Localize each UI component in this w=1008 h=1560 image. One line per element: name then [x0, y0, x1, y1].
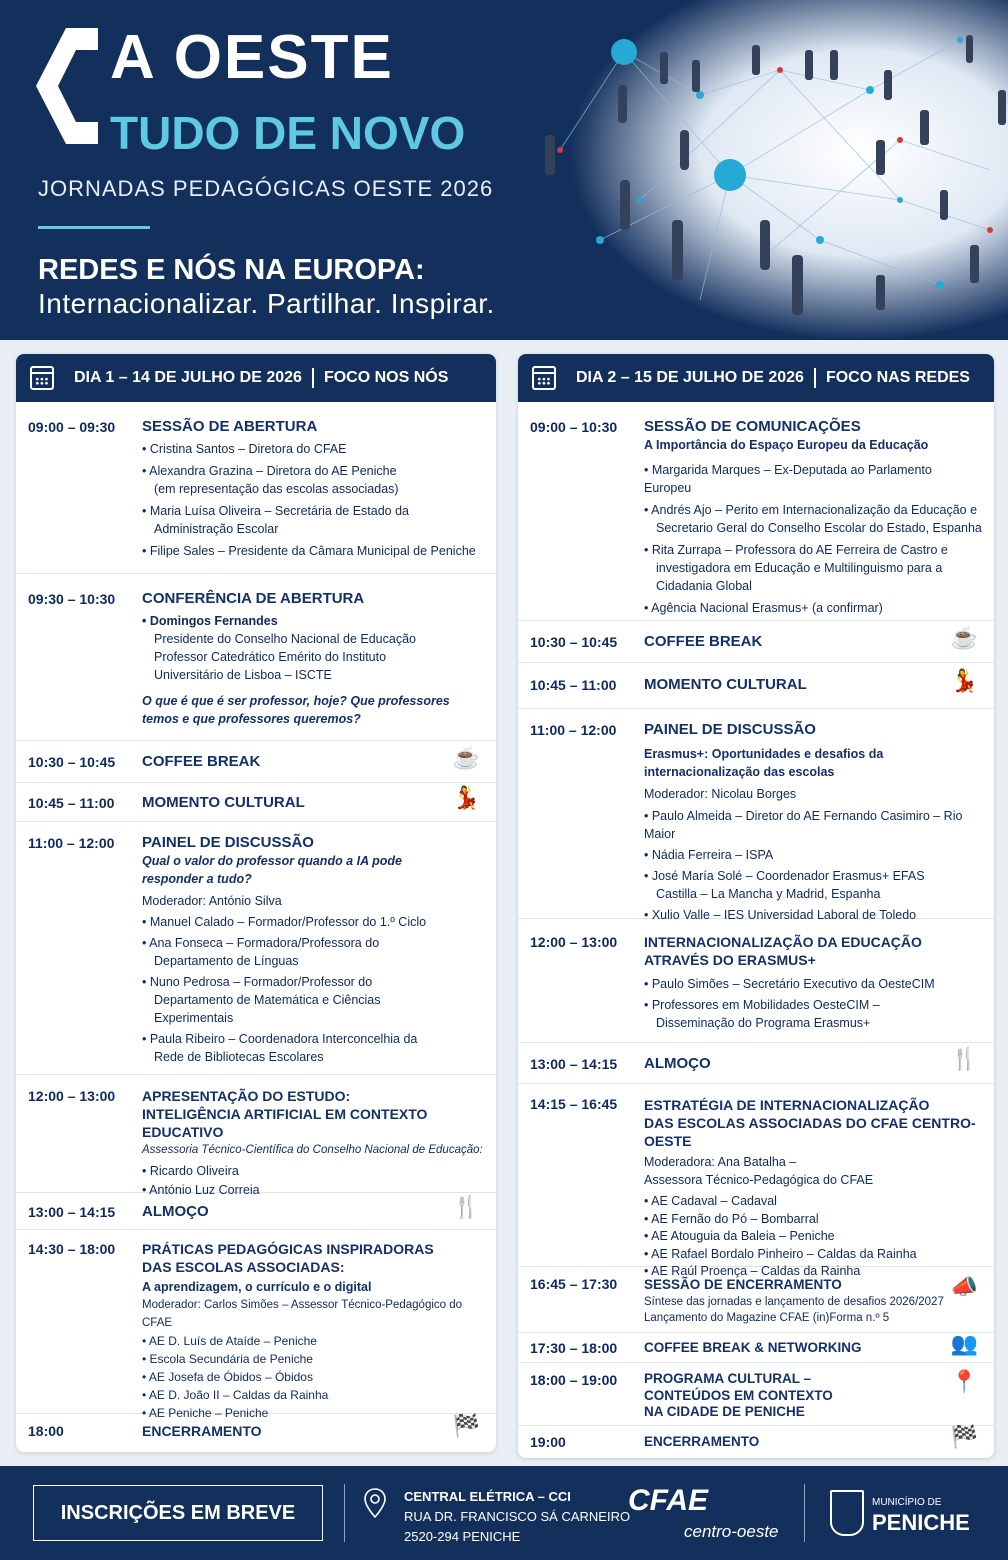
row-time: 14:30 – 18:00: [28, 1241, 116, 1257]
divider: [814, 368, 816, 388]
row-line: • Xulio Valle – IES Universidad Laboral de Toledo: [644, 908, 917, 922]
row-time: 18:00: [28, 1423, 64, 1439]
row-question: Qual o valor do professor quando a IA pode responder a tudo?: [142, 854, 402, 886]
row-time: 11:00 – 12:00: [28, 835, 115, 851]
coffee-cup-icon: ☕: [950, 625, 978, 650]
row-moderator: Moderador: Nicolau Borges: [644, 787, 797, 801]
row-title-2: DAS ESCOLAS ASSOCIADAS DO CFAE CENTRO-OESTE: [644, 1115, 976, 1149]
row-title: CONFERÊNCIA DE ABERTURA: [142, 590, 365, 607]
row-subtitle: A Importância do Espaço Europeu da Educação: [644, 438, 929, 452]
row-moderator: Moderador: António Silva: [142, 894, 282, 908]
day1-column: [16, 354, 496, 1452]
event-series: JORNADAS PEDAGÓGICAS OESTE 2026: [38, 176, 494, 201]
dancer-icon: 💃: [452, 785, 480, 810]
row-question: O que é que é ser professor, hoje? Que professores temos e que professores queremos?: [142, 694, 450, 726]
row-line: Rede de Bibliotecas Escolares: [154, 1050, 324, 1064]
day2-header: [518, 354, 994, 402]
schedule-row: [518, 1267, 994, 1333]
row-time: 18:00 – 19:00: [530, 1372, 618, 1388]
row-line: Síntese das jornadas e lançamento de desafios 2026/2027: [644, 1296, 944, 1308]
calendar-icon: [30, 366, 54, 390]
row-line: • AE D. Luís de Ataíde – Peniche: [142, 1334, 317, 1348]
schedule-row: [518, 663, 994, 709]
day2-column: [518, 354, 994, 1458]
row-line: • AE Josefa de Óbidos – Óbidos: [142, 1370, 313, 1384]
venue-name: CENTRAL ELÉTRICA – CCI: [404, 1489, 571, 1504]
row-line: Departamento de Matemática e Ciências: [154, 993, 381, 1007]
row-line: • Professores em Mobilidades OesteCIM –: [644, 998, 880, 1012]
row-line: Experimentais: [154, 1011, 234, 1025]
row-moderator: Moderador: Carlos Simões – Assessor Técnico-Pedagógico do CFAE: [142, 1299, 463, 1329]
row-line: • Nádia Ferreira – ISPA: [644, 848, 774, 862]
row-title: COFFEE BREAK: [142, 753, 261, 770]
row-title-2: INTELIGÊNCIA ARTIFICIAL EM CONTEXTO EDUCATIVO: [142, 1106, 428, 1140]
row-time: 13:00 – 14:15: [530, 1056, 618, 1072]
row-title: ENCERRAMENTO: [142, 1423, 262, 1439]
divider: [38, 226, 150, 229]
row-time: 09:00 – 09:30: [28, 419, 116, 435]
calendar-icon: [532, 366, 556, 390]
municipality-label: MUNICÍPIO DE: [872, 1497, 942, 1508]
row-moderator-2: Assessora Técnico-Pedagógica do CFAE: [644, 1172, 874, 1187]
schedule-row: [518, 919, 994, 1043]
row-time: 09:00 – 10:30: [530, 419, 618, 435]
people-group-icon: 👥: [950, 1331, 978, 1356]
location-pin-icon: [364, 1488, 386, 1518]
schedule-row: [518, 1084, 994, 1278]
row-time: 13:00 – 14:15: [28, 1204, 116, 1220]
row-title: ALMOÇO: [644, 1055, 711, 1072]
row-line: • Rita Zurrapa – Professora do AE Ferreira de Castro e: [644, 543, 948, 557]
row-line: • Paula Ribeiro – Coordenadora Interconcelhia da: [142, 1032, 418, 1046]
row-line: • AE Raúl Proença – Caldas da Rainha: [644, 1264, 861, 1278]
row-time: 19:00: [530, 1434, 566, 1450]
row-line: • Nuno Pedrosa – Formador/Professor do: [142, 975, 373, 989]
finish-flag-icon: 🏁: [452, 1413, 480, 1438]
divider: [344, 1484, 345, 1542]
row-line: • AE Rafael Bordalo Pinheiro – Caldas da Rainha: [644, 1246, 917, 1261]
row-title: PAINEL DE DISCUSSÃO: [644, 721, 816, 738]
row-line: Presidente do Conselho Nacional de Educação: [154, 632, 416, 646]
schedule-row: [16, 1193, 496, 1230]
day1-label: DIA 1 – 14 DE JULHO DE 2026: [74, 369, 302, 386]
row-line: • Agência Nacional Erasmus+ (a confirmar): [644, 601, 883, 615]
schedule-row: [518, 709, 994, 922]
row-time: 16:45 – 17:30: [530, 1276, 618, 1292]
row-line: Castilla – La Mancha y Madrid, Espanha: [656, 887, 881, 901]
row-line: Departamento de Línguas: [154, 954, 299, 968]
divider: [312, 368, 314, 388]
schedule-row: [16, 1414, 496, 1448]
theme-tagline: Internacionalizar. Partilhar. Inspirar.: [38, 288, 495, 319]
schedule-row: [518, 402, 994, 621]
row-time: 11:00 – 12:00: [530, 722, 617, 738]
row-line: • AE Atouguia da Baleia – Peniche: [644, 1229, 835, 1243]
row-title: PRÁTICAS PEDAGÓGICAS INSPIRADORAS: [142, 1241, 434, 1257]
row-time: 10:45 – 11:00: [530, 677, 617, 693]
venue-city: 2520-294 PENICHE: [404, 1529, 521, 1544]
event-subtitle: TUDO DE NOVO: [110, 107, 466, 159]
day2-label: DIA 2 – 15 DE JULHO DE 2026: [576, 369, 804, 386]
row-title-2: CONTEÚDOS EM CONTEXTO: [644, 1387, 833, 1403]
row-title: MOMENTO CULTURAL: [644, 676, 807, 693]
row-line: • António Luz Correia: [142, 1183, 260, 1197]
row-line: Lançamento do Magazine CFAE (in)Forma n.º 5: [644, 1312, 890, 1324]
register-button[interactable]: INSCRIÇÕES EM BREVE: [33, 1485, 323, 1541]
cutlery-icon: 🍴: [452, 1194, 480, 1219]
row-line: • José María Solé – Coordenador Erasmus+ EFAS: [644, 869, 925, 883]
schedule-row: [16, 1075, 496, 1197]
row-title: SESSÃO DE ENCERRAMENTO: [644, 1277, 842, 1292]
row-subtitle: A aprendizagem, o currículo e o digital: [142, 1280, 372, 1294]
schedule-row: [518, 1363, 994, 1426]
row-title: COFFEE BREAK & NETWORKING: [644, 1340, 862, 1355]
schedule-row: [16, 1230, 496, 1420]
row-line: • Escola Secundária de Peniche: [142, 1352, 313, 1366]
row-line: Administração Escolar: [154, 522, 279, 536]
day1-header: [16, 354, 496, 402]
row-title-2: DAS ESCOLAS ASSOCIADAS:: [142, 1259, 345, 1275]
row-line: • Ricardo Oliveira: [142, 1164, 239, 1178]
row-line: investigadora em Educação e Multilinguismo para a: [656, 561, 943, 575]
schedule-row: [16, 402, 496, 574]
row-time: 10:30 – 10:45: [28, 754, 116, 770]
row-line: Cidadania Global: [656, 579, 752, 593]
coffee-cup-icon: ☕: [452, 745, 480, 770]
row-moderator: Moderadora: Ana Batalha –: [644, 1155, 797, 1169]
row-line: • Andrés Ajo – Perito em Internacionalização da Educação e: [644, 503, 978, 517]
row-line: (em representação das escolas associadas): [154, 482, 399, 496]
schedule-row: [518, 1333, 994, 1363]
megaphone-icon: 📣: [950, 1274, 978, 1299]
row-time: 14:15 – 16:45: [530, 1096, 618, 1112]
row-line: • Paulo Almeida – Diretor do AE Fernando Casimiro – Rio Maior: [644, 809, 963, 841]
row-line: • Paulo Simões – Secretário Executivo da OesteCIM: [644, 977, 935, 991]
row-title: ALMOÇO: [142, 1203, 209, 1220]
cfae-logo: CFAE: [628, 1484, 709, 1517]
dancer-icon: 💃: [950, 668, 978, 693]
row-time: 10:30 – 10:45: [530, 634, 618, 650]
schedule-row: [16, 822, 496, 1075]
row-line: • Maria Luísa Oliveira – Secretária de Estado da: [142, 504, 410, 518]
row-line: • AE Cadaval – Cadaval: [644, 1194, 777, 1208]
theme-title: REDES E NÓS NA EUROPA:: [38, 254, 425, 286]
row-title: SESSÃO DE COMUNICAÇÕES: [644, 418, 861, 435]
row-title: ESTRATÉGIA DE INTERNACIONALIZAÇÃO: [644, 1097, 930, 1113]
row-title: SESSÃO DE ABERTURA: [142, 418, 318, 435]
row-line: • Manuel Calado – Formador/Professor do 1.º Ciclo: [142, 915, 427, 929]
row-title: INTERNACIONALIZAÇÃO DA EDUCAÇÃO: [644, 934, 922, 950]
row-time: 12:00 – 13:00: [530, 934, 618, 950]
row-line: • AE Fernão do Pó – Bombarral: [644, 1211, 819, 1226]
row-note: Assessoria Técnico-Científica do Conselho Nacional de Educação:: [142, 1144, 483, 1156]
row-title: ENCERRAMENTO: [644, 1434, 760, 1449]
day1-focus: FOCO NOS NÓS: [323, 369, 449, 386]
row-title-3: NA CIDADE DE PENICHE: [644, 1404, 805, 1419]
row-line: Professor Catedrático Emérito do Instituto: [154, 650, 387, 664]
row-time: 12:00 – 13:00: [28, 1088, 116, 1104]
venue-address: [404, 1487, 630, 1547]
row-line: • Domingos Fernandes: [142, 614, 278, 628]
schedule-row: [16, 741, 496, 783]
venue-street: RUA DR. FRANCISCO SÁ CARNEIRO: [404, 1509, 631, 1524]
row-line: Disseminação do Programa Erasmus+: [656, 1016, 871, 1030]
schedule-row: [16, 783, 496, 822]
cutlery-icon: 🍴: [950, 1046, 978, 1071]
row-time: 09:30 – 10:30: [28, 591, 116, 607]
row-title: COFFEE BREAK: [644, 633, 763, 650]
schedule-row: [518, 621, 994, 663]
finish-flag-icon: 🏁: [950, 1424, 978, 1449]
row-title-2: ATRAVÉS DO ERASMUS+: [644, 952, 816, 968]
municipality-name: PENICHE: [872, 1510, 970, 1535]
row-subtitle: Erasmus+: Oportunidades e desafios da internacionalização das escolas: [644, 747, 884, 779]
row-line: • AE D. João II – Caldas da Rainha: [142, 1388, 329, 1402]
municipality-shield-icon: [830, 1490, 864, 1536]
row-line: • Filipe Sales – Presidente da Câmara Municipal de Peniche: [142, 544, 476, 558]
row-line: • Margarida Marques – Ex-Deputada ao Parlamento Europeu: [644, 463, 932, 495]
row-time: 17:30 – 18:00: [530, 1340, 618, 1356]
row-line: • AE Peniche – Peniche: [142, 1406, 269, 1420]
row-line: • Cristina Santos – Diretora do CFAE: [142, 442, 347, 456]
row-line: Universitário de Lisboa – ISCTE: [154, 668, 332, 682]
row-title: MOMENTO CULTURAL: [142, 794, 305, 811]
header-banner: [0, 0, 1008, 340]
divider: [804, 1484, 805, 1542]
footer: [0, 1466, 1008, 1560]
row-title: PROGRAMA CULTURAL –: [644, 1371, 811, 1386]
row-line: Secretario Geral do Conselho Escolar do Estado, Espanha: [656, 521, 982, 535]
schedule-row: [518, 1426, 994, 1456]
row-time: 10:45 – 11:00: [28, 795, 115, 811]
location-pin-icon: 📍: [950, 1369, 978, 1394]
schedule-row: [518, 1043, 994, 1084]
event-title: A OESTE: [110, 23, 394, 92]
schedule-row: [16, 574, 496, 741]
row-line: • Alexandra Grazina – Diretora do AE Peniche: [142, 464, 397, 478]
row-line: • Ana Fonseca – Formadora/Professora do: [142, 936, 380, 950]
cfae-logo-sub: centro-oeste: [684, 1522, 779, 1541]
row-title: PAINEL DE DISCUSSÃO: [142, 834, 314, 851]
a-oeste-logo-icon: [36, 28, 98, 144]
row-title: APRESENTAÇÃO DO ESTUDO:: [142, 1088, 351, 1104]
day2-focus: FOCO NAS REDES: [825, 369, 970, 386]
